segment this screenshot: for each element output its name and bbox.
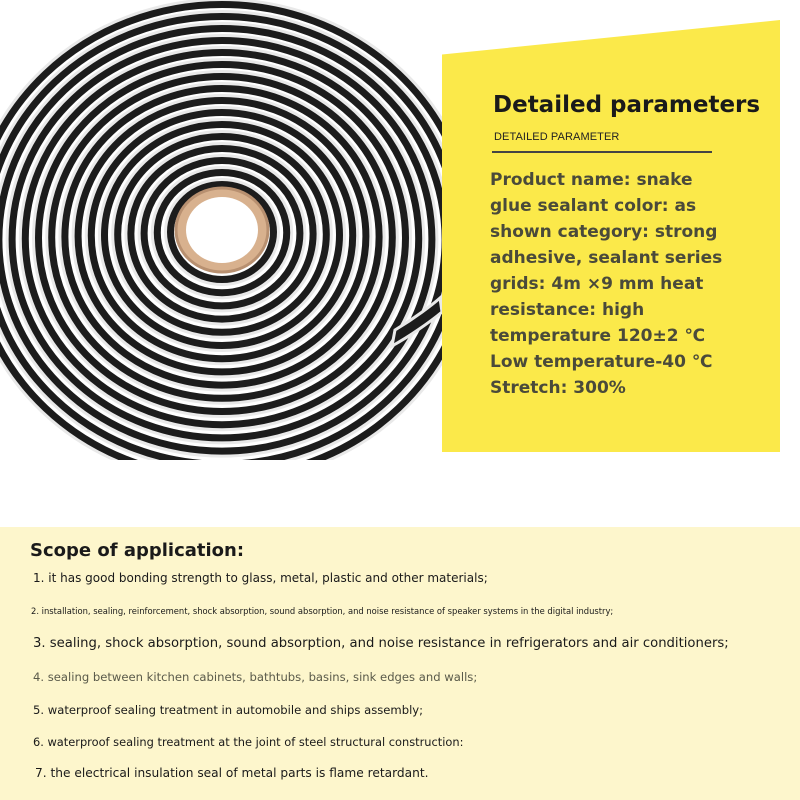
param-line: Low temperature-40 ℃ <box>490 352 713 372</box>
param-line: grids: 4m ×9 mm heat <box>490 274 704 294</box>
scope-item: 7. the electrical insulation seal of metal parts is flame retardant. <box>35 766 429 780</box>
param-line: glue sealant color: as <box>490 196 697 216</box>
scope-panel <box>0 527 800 800</box>
parameters-divider <box>492 151 712 153</box>
scope-title: Scope of application: <box>30 540 245 561</box>
scope-item: 5. waterproof sealing treatment in automobile and ships assembly; <box>33 703 424 717</box>
parameters-title: Detailed parameters <box>493 92 761 118</box>
param-line: Product name: snake <box>490 170 693 190</box>
tape-core-hole <box>186 197 258 263</box>
scope-item: 6. waterproof sealing treatment at the joint of steel structural construction: <box>33 735 464 749</box>
param-line: temperature 120±2 ℃ <box>490 326 706 346</box>
scope-item: 3. sealing, shock absorption, sound absorption, and noise resistance in refrigerators and air conditioners; <box>33 636 729 651</box>
param-line: Stretch: 300% <box>490 378 626 398</box>
param-line: shown category: strong <box>490 222 718 242</box>
param-line: adhesive, sealant series <box>490 248 723 268</box>
sealant-tape-coil-image <box>0 0 450 460</box>
scope-item: 1. it has good bonding strength to glass, metal, plastic and other materials; <box>33 571 488 585</box>
param-line: resistance: high <box>490 300 645 320</box>
parameters-subtitle: DETAILED PARAMETER <box>494 131 620 143</box>
parameters-text <box>490 167 740 401</box>
scope-item: 4. sealing between kitchen cabinets, bathtubs, basins, sink edges and walls; <box>33 670 478 684</box>
scope-item: 2. installation, sealing, reinforcement, shock absorption, sound absorption, and noise resistance of speaker systems in the digital industry; <box>31 606 614 616</box>
